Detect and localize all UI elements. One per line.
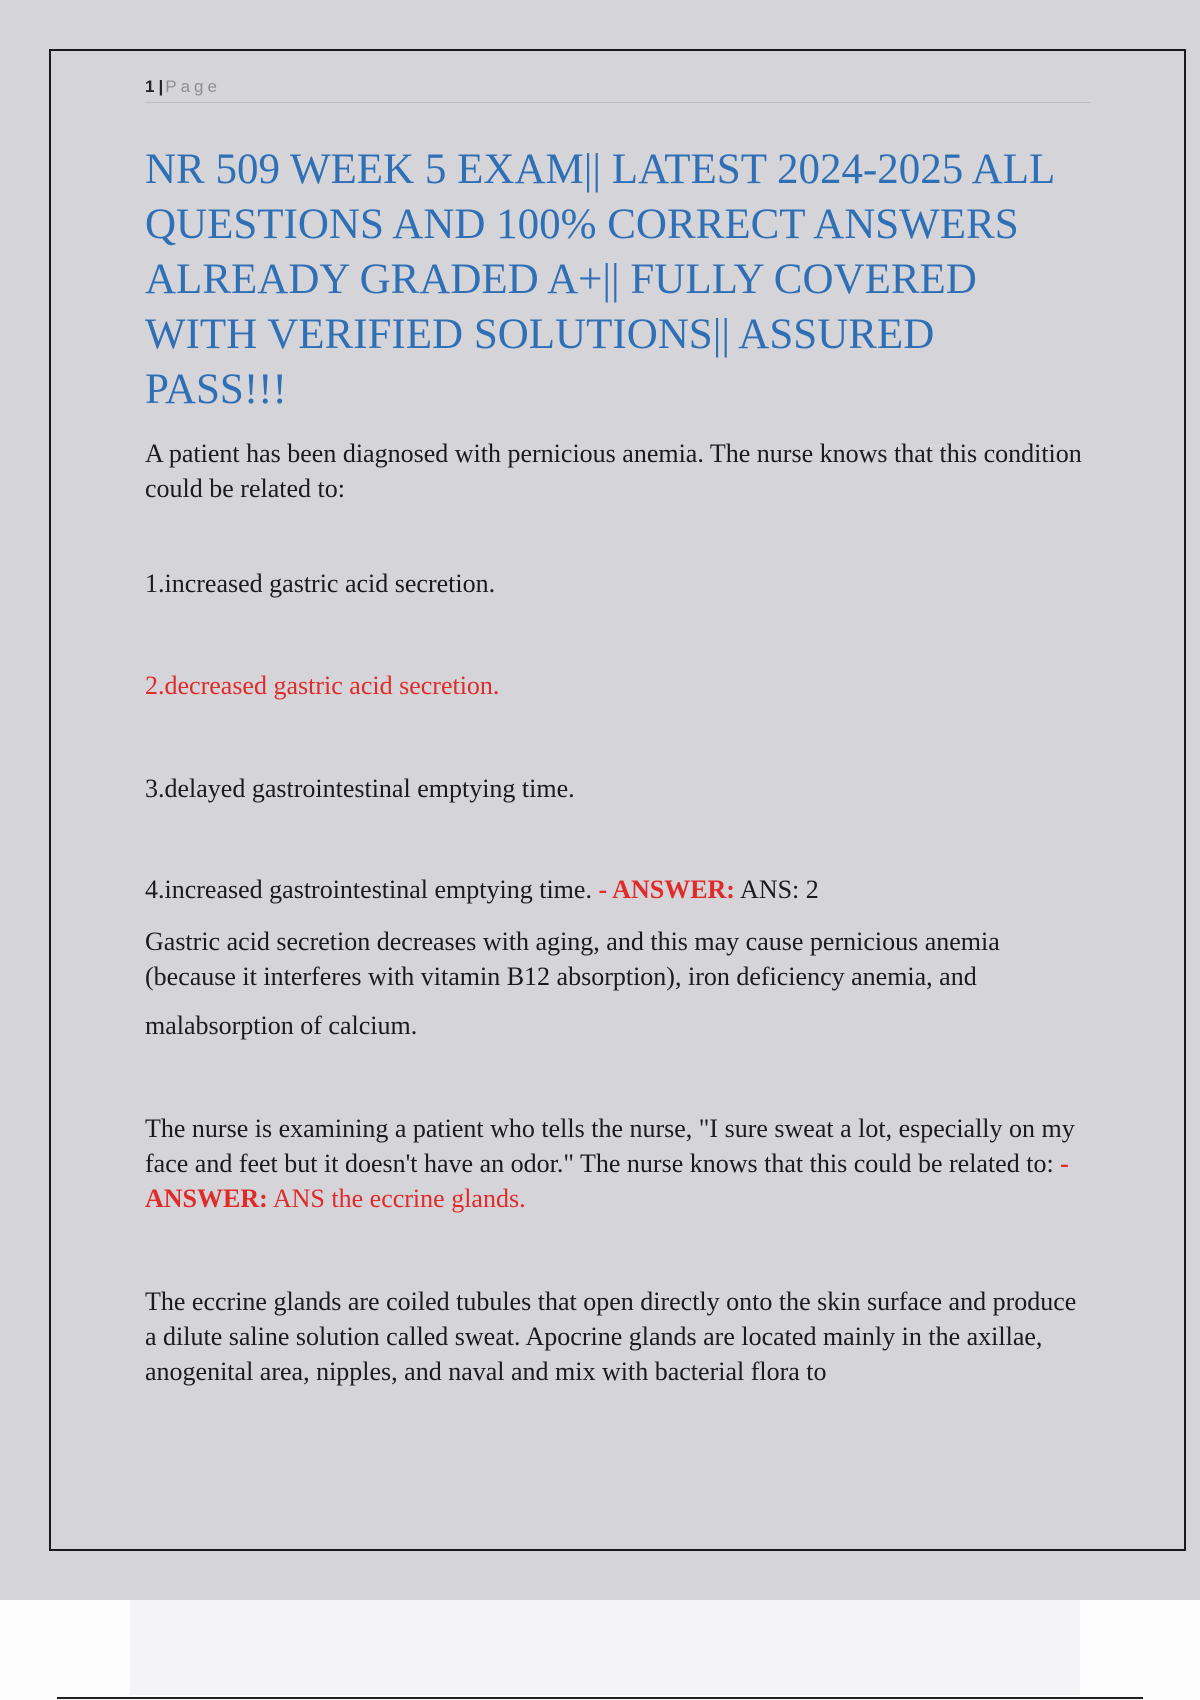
question-1-option-3: 3.delayed gastrointestinal emptying time. (145, 774, 575, 803)
question-1-rationale: Gastric acid secretion decreases with aging, and this may cause pernicious anemia (because it interferes with vitamin B12 absorption), iron deficiency anemia, and (145, 927, 1000, 991)
document-body (145, 436, 1091, 1389)
answer-value: ANS the eccrine glands. (272, 1184, 526, 1213)
question-1-option-1: 1.increased gastric acid secretion. (145, 569, 496, 598)
question-2-stem (145, 1111, 1091, 1216)
document-title: NR 509 WEEK 5 EXAM|| LATEST 2024-2025 ALL QUESTIONS AND 100% CORRECT ANSWERS ALREADY GRADED A+|| FULLY COVERED WITH VERIFIED SOLUTIONS|| ASSURED PASS!!! (145, 146, 1054, 413)
page-label: Page (165, 77, 221, 96)
answer-label: - ANSWER: (145, 1149, 1069, 1213)
question-1-rationale-end: malabsorption of calcium. (145, 1011, 418, 1040)
page-number: 1 (145, 77, 155, 96)
question-2-text: The nurse is examining a patient who tells the nurse, "I sure sweat a lot, especially on my face and feet but it doesn't have an odor." The nurse knows that this could be related to: (145, 1114, 1075, 1178)
next-page-strip (130, 1600, 1080, 1695)
page-header (145, 74, 1091, 103)
question-2-rationale: The eccrine glands are coiled tubules that open directly onto the skin surface and produce a dilute saline solution called sweat. Apocrine glands are located mainly in the axillae, anogenital area, nipples, and naval and mix with bacterial flora to (145, 1287, 1077, 1386)
question-1-option-4 (145, 872, 1091, 907)
page-separator: | (158, 77, 164, 96)
option-4-text: 4.increased gastrointestinal emptying time. (145, 875, 592, 904)
question-1-option-2: 2.decreased gastric acid secretion. (145, 671, 500, 700)
answer-value: ANS: 2 (740, 875, 819, 904)
question-1-stem: A patient has been diagnosed with pernicious anemia. The nurse knows that this condition could be related to: (145, 439, 1082, 503)
bottom-divider (57, 1697, 1143, 1699)
answer-label: - ANSWER: (598, 875, 735, 904)
